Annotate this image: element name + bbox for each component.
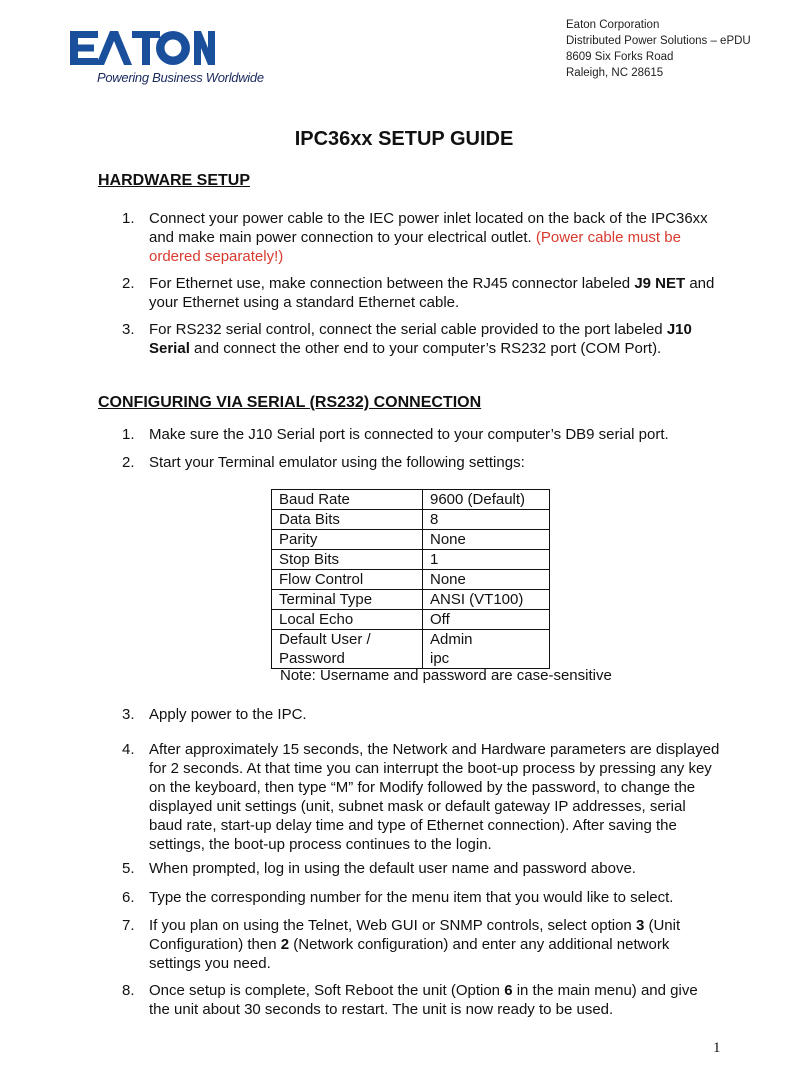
serial-step-3 (122, 705, 722, 724)
serial-config-heading: CONFIGURING VIA SERIAL (RS232) CONNECTION (98, 394, 482, 411)
table-row (272, 610, 550, 630)
step-text: Type the corresponding number for the menu item that you would like to select. (149, 889, 674, 906)
serial-step-8 (122, 981, 722, 1019)
page-title: IPC36xx SETUP GUIDE (294, 128, 514, 150)
step-number: 1. (122, 210, 135, 227)
step-text: Make sure the J10 Serial port is connected to your computer’s DB9 serial port. (149, 426, 669, 443)
eaton-logo-graphic (70, 27, 215, 69)
setting-name (272, 630, 423, 669)
step-number: 7. (122, 917, 135, 934)
table-row (272, 570, 550, 590)
setting-value-line: ipc (430, 650, 450, 667)
table-row (272, 630, 550, 669)
setting-value: 9600 (Default) (423, 490, 550, 510)
serial-step-5 (122, 859, 722, 878)
setting-name: Data Bits (272, 510, 423, 530)
step-text: in the main menu) and give the unit about 30 seconds to restart. The unit is now ready to be used. (149, 982, 698, 1018)
hardware-step-2 (122, 274, 722, 312)
setting-value-line: Admin (430, 631, 473, 648)
setting-value: 1 (423, 550, 550, 570)
step-text: and your Ethernet using a standard Ethernet cable. (149, 275, 715, 311)
setting-name: Terminal Type (272, 590, 423, 610)
port-label: J10 Serial (149, 321, 692, 357)
step-text: For RS232 serial control, connect the serial cable provided to the port labeled (149, 321, 663, 338)
setting-value: None (423, 530, 550, 550)
step-text: If you plan on using the Telnet, Web GUI or SNMP controls, select option (149, 917, 632, 934)
step-number: 5. (122, 860, 135, 877)
address-line: 8609 Six Forks Road (566, 51, 674, 63)
table-row (272, 510, 550, 530)
tagline: Powering Business Worldwide (97, 70, 264, 85)
step-number: 1. (122, 426, 135, 443)
setting-name: Parity (272, 530, 423, 550)
address-line: Eaton Corporation (566, 19, 660, 31)
step-number: 3. (122, 706, 135, 723)
step-text: When prompted, log in using the default user name and password above. (149, 860, 636, 877)
address-line: Distributed Power Solutions – ePDU (566, 35, 751, 47)
setting-name: Flow Control (272, 570, 423, 590)
setting-name: Local Echo (272, 610, 423, 630)
serial-step-6 (122, 888, 722, 907)
step-text: After approximately 15 seconds, the Network and Hardware parameters are displayed for 2 seconds. At that time you can interrupt the boot-up process by pressing any key on the keyboard, then type “M” for Modify followed by the password, to change the displayed unit settings (unit, subnet mask or default gateway IP addresses, serial baud rate, start-up delay time and type of Ethernet connection). After saving the settings, the boot-up process continues to the login. (149, 741, 720, 853)
step-number: 6. (122, 889, 135, 906)
hardware-step-1 (122, 209, 722, 266)
option-number: 3 (635, 917, 645, 934)
step-text: (Network configuration) and enter any additional network settings you need. (149, 936, 670, 972)
step-text: (Unit Configuration) then (149, 917, 681, 953)
table-row (272, 490, 550, 510)
terminal-settings-table (271, 489, 550, 669)
setting-name: Baud Rate (272, 490, 423, 510)
step-text: Apply power to the IPC. (149, 706, 307, 723)
setting-value (423, 630, 550, 669)
option-number: 2 (280, 936, 290, 953)
table-row (272, 550, 550, 570)
option-number: 6 (504, 982, 513, 999)
setting-name-line: Default User / (279, 631, 371, 648)
step-text: Start your Terminal emulator using the following settings: (149, 454, 525, 471)
table-note: Note: Username and password are case-sensitive (280, 667, 612, 684)
setting-name-line: Password (279, 650, 345, 667)
setting-name: Stop Bits (272, 550, 423, 570)
power-cable-note: (Power cable must be ordered separately!) (149, 229, 681, 265)
step-number: 2. (122, 275, 135, 292)
setting-value: Off (423, 610, 550, 630)
step-number: 3. (122, 321, 135, 338)
connector-label: J9 NET (634, 275, 686, 292)
step-text: and connect the other end to your computer’s RS232 port (COM Port). (194, 340, 662, 357)
step-text: Connect your power cable to the IEC power inlet located on the back of the IPC36xx and make main power connection to your electrical outlet. (149, 210, 708, 246)
address-line: Raleigh, NC 28615 (566, 67, 664, 79)
step-text: For Ethernet use, make connection between the RJ45 connector labeled (149, 275, 631, 292)
hardware-setup-heading: HARDWARE SETUP (98, 172, 251, 189)
step-number: 2. (122, 454, 135, 471)
serial-step-2 (122, 453, 722, 472)
serial-step-1 (122, 425, 722, 444)
serial-step-7 (122, 916, 722, 973)
setting-value: 8 (423, 510, 550, 530)
setting-value: None (423, 570, 550, 590)
serial-step-4 (122, 740, 722, 854)
step-text: Once setup is complete, Soft Reboot the unit (Option (149, 982, 501, 999)
setting-value: ANSI (VT100) (423, 590, 550, 610)
hardware-step-3 (122, 320, 722, 358)
table-row (272, 590, 550, 610)
company-address (566, 17, 751, 81)
step-number: 8. (122, 982, 135, 999)
step-number: 4. (122, 741, 135, 758)
page-number: 1 (713, 1040, 721, 1056)
table-row (272, 530, 550, 550)
